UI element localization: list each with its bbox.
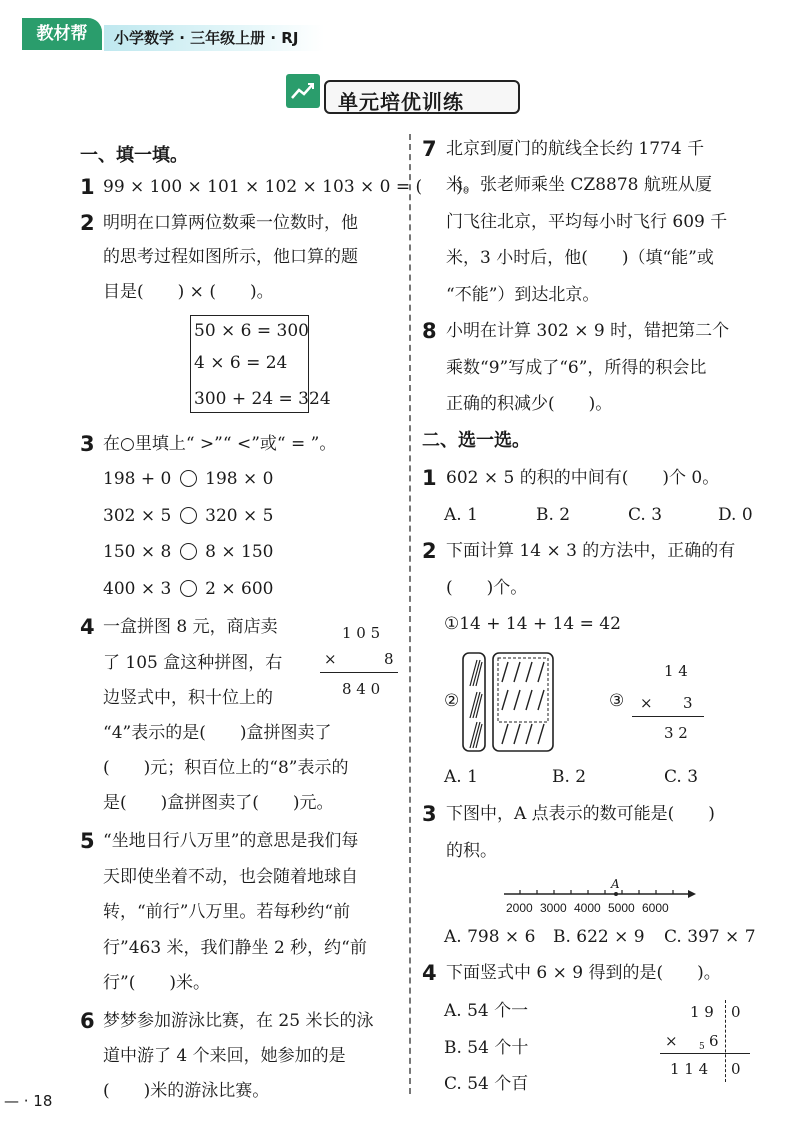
question-6-line: 梦梦参加游泳比赛，在 25 米长的泳: [103, 1011, 374, 1031]
tick-label: 5000: [608, 901, 635, 915]
question-number: 7: [422, 137, 437, 161]
vertical-multiplier: 8: [384, 650, 394, 668]
option-a[interactable]: A. 1: [444, 767, 478, 787]
section-fill-in: 一、填一填。: [80, 145, 188, 166]
vertical-multiplier: 3: [683, 694, 693, 712]
question-6-line: ( )米的游泳比赛。: [103, 1081, 270, 1101]
page-title-box: [286, 74, 526, 120]
counting-sticks-diagram: [462, 652, 554, 754]
tick-label: 2000: [506, 901, 533, 915]
question-4-line: 是( )盒拼图卖了( )元。: [103, 793, 334, 813]
question-5-line: 行”( )米。: [103, 973, 210, 993]
question-1-text: 99 × 100 × 101 × 102 × 103 × 0 = ( )。: [103, 177, 480, 197]
tick-label: 3000: [540, 901, 567, 915]
option-a[interactable]: A. 54 个一: [444, 1001, 529, 1021]
question-4-line: “4”表示的是( )盒拼图卖了: [103, 723, 332, 743]
question-5-line: 天即使坐着不动，也会随着地球自: [103, 867, 358, 887]
question-number: 4: [422, 961, 437, 985]
question-number: 6: [80, 1009, 95, 1033]
option-b[interactable]: B. 2: [536, 505, 571, 525]
option-b[interactable]: B. 622 × 9: [553, 927, 645, 947]
vertical-top-last: 0: [731, 1003, 741, 1021]
compare-row: 400 × 3 2 × 600: [103, 579, 274, 599]
option-b[interactable]: B. 54 个十: [444, 1038, 529, 1058]
question-number: 1: [422, 466, 437, 490]
question-5-line: 转，“前行”八万里。若每秒约“前: [103, 902, 351, 922]
option-a[interactable]: A. 1: [444, 505, 478, 525]
choice-4-text: 下面竖式中 6 × 9 得到的是( )。: [446, 963, 721, 983]
choice-3-line: 的积。: [446, 841, 497, 861]
question-8-line: 小明在计算 302 × 9 时，错把第二个: [446, 321, 730, 341]
question-8-line: 乘数“9”写成了“6”，所得的积会比: [446, 358, 707, 378]
question-number: 2: [422, 539, 437, 563]
calc-step: 300 + 24 = 324: [194, 389, 331, 409]
question-7-line: 米，3 小时后，他( )（填“能”或: [446, 248, 714, 268]
compare-row: 302 × 5 320 × 5: [103, 506, 274, 526]
vertical-top: 1 9: [690, 1003, 714, 1021]
option-a[interactable]: A. 798 × 6: [444, 927, 536, 947]
question-4-line: 一盒拼图 8 元，商店卖: [103, 617, 278, 637]
method-1: ①14 + 14 + 14 = 42: [444, 614, 621, 634]
question-3-text: 在○里填上“ >”“ <”或“ = ”。: [103, 434, 337, 454]
carry-digit: 5: [699, 1042, 705, 1052]
compare-blank[interactable]: [180, 580, 197, 597]
question-6-line: 道中游了 4 个来回，她参加的是: [103, 1046, 346, 1066]
vertical-rule: [320, 672, 398, 673]
question-number: 2: [80, 211, 95, 235]
question-2-line: 的思考过程如图所示，他口算的题: [103, 247, 358, 267]
vertical-result: 1 1 4: [670, 1060, 709, 1078]
section-choose: 二、选一选。: [422, 430, 530, 451]
question-4-line: 了 105 盒这种拼图，右: [103, 653, 283, 673]
place-divider: [725, 1000, 726, 1082]
calc-step: 50 × 6 = 300: [194, 321, 309, 341]
question-number: 4: [80, 615, 95, 639]
question-5-line: “坐地日行八万里”的意思是我们每: [103, 831, 359, 851]
vertical-multiplier: 6: [709, 1032, 719, 1050]
brand-tag: 教材帮: [22, 18, 102, 50]
trend-chart-icon: [286, 74, 320, 108]
method-2-label: ②: [444, 691, 460, 711]
question-8-line: 正确的积减少( )。: [446, 394, 613, 414]
question-7-line: 门飞往北京，平均每小时飞行 609 千: [446, 212, 728, 232]
calc-step: 4 × 6 = 24: [194, 353, 288, 373]
option-c[interactable]: C. 3: [628, 505, 663, 525]
question-number: 5: [80, 829, 95, 853]
vertical-rule: [632, 716, 704, 717]
option-c[interactable]: C. 3: [664, 767, 699, 787]
question-7-line: “不能”）到达北京。: [446, 285, 600, 305]
tick-label: 6000: [642, 901, 669, 915]
option-d[interactable]: D. 0: [718, 505, 753, 525]
page-number: — · 18: [4, 1092, 53, 1110]
question-5-line: 行”463 米，我们静坐 2 秒，约“前: [103, 938, 367, 958]
question-4-line: ( )元；积百位上的“8”表示的: [103, 758, 349, 778]
choice-2-line: 下面计算 14 × 3 的方法中，正确的有: [446, 541, 736, 561]
multiply-sign: ×: [324, 650, 337, 668]
compare-row: 150 × 8 8 × 150: [103, 542, 274, 562]
vertical-result: 8 4 0: [342, 680, 381, 698]
vertical-top: 1 4: [664, 662, 688, 680]
compare-row: 198 + 0 198 × 0: [103, 469, 274, 489]
compare-blank[interactable]: [180, 470, 197, 487]
method-3-label: ③: [609, 691, 625, 711]
question-2-line: 目是( ) × ( )。: [103, 282, 274, 302]
question-2-line: 明明在口算两位数乘一位数时，他: [103, 213, 358, 233]
option-b[interactable]: B. 2: [552, 767, 587, 787]
vertical-result-last: 0: [731, 1060, 741, 1078]
multiply-sign: ×: [640, 694, 653, 712]
book-subject: 小学数学 · 三年级上册 · RJ: [114, 29, 299, 47]
column-divider: [409, 134, 411, 1094]
point-a-label: A: [611, 877, 620, 891]
page-title: 单元培优训练: [338, 90, 464, 114]
choice-2-line: ( )个。: [446, 578, 528, 598]
choice-1-text: 602 × 5 的积的中间有( )个 0。: [446, 468, 720, 488]
option-c[interactable]: C. 397 × 7: [664, 927, 756, 947]
tick-label: 4000: [574, 901, 601, 915]
question-number: 3: [422, 802, 437, 826]
question-7-line: 北京到厦门的航线全长约 1774 千: [446, 139, 705, 159]
multiply-sign: ×: [665, 1032, 678, 1050]
question-number: 3: [80, 432, 95, 456]
compare-blank[interactable]: [180, 507, 197, 524]
option-c[interactable]: C. 54 个百: [444, 1074, 529, 1094]
vertical-top: 1 0 5: [342, 624, 381, 642]
vertical-result: 3 2: [664, 724, 688, 742]
choice-3-line: 下图中，A 点表示的数可能是( ): [446, 804, 715, 824]
vertical-rule: [660, 1053, 750, 1054]
question-number: 8: [422, 319, 437, 343]
question-number: 1: [80, 175, 95, 199]
question-7-line: 米。张老师乘坐 CZ8878 航班从厦: [446, 175, 712, 195]
compare-blank[interactable]: [180, 543, 197, 560]
question-4-line: 边竖式中，积十位上的: [103, 688, 273, 708]
